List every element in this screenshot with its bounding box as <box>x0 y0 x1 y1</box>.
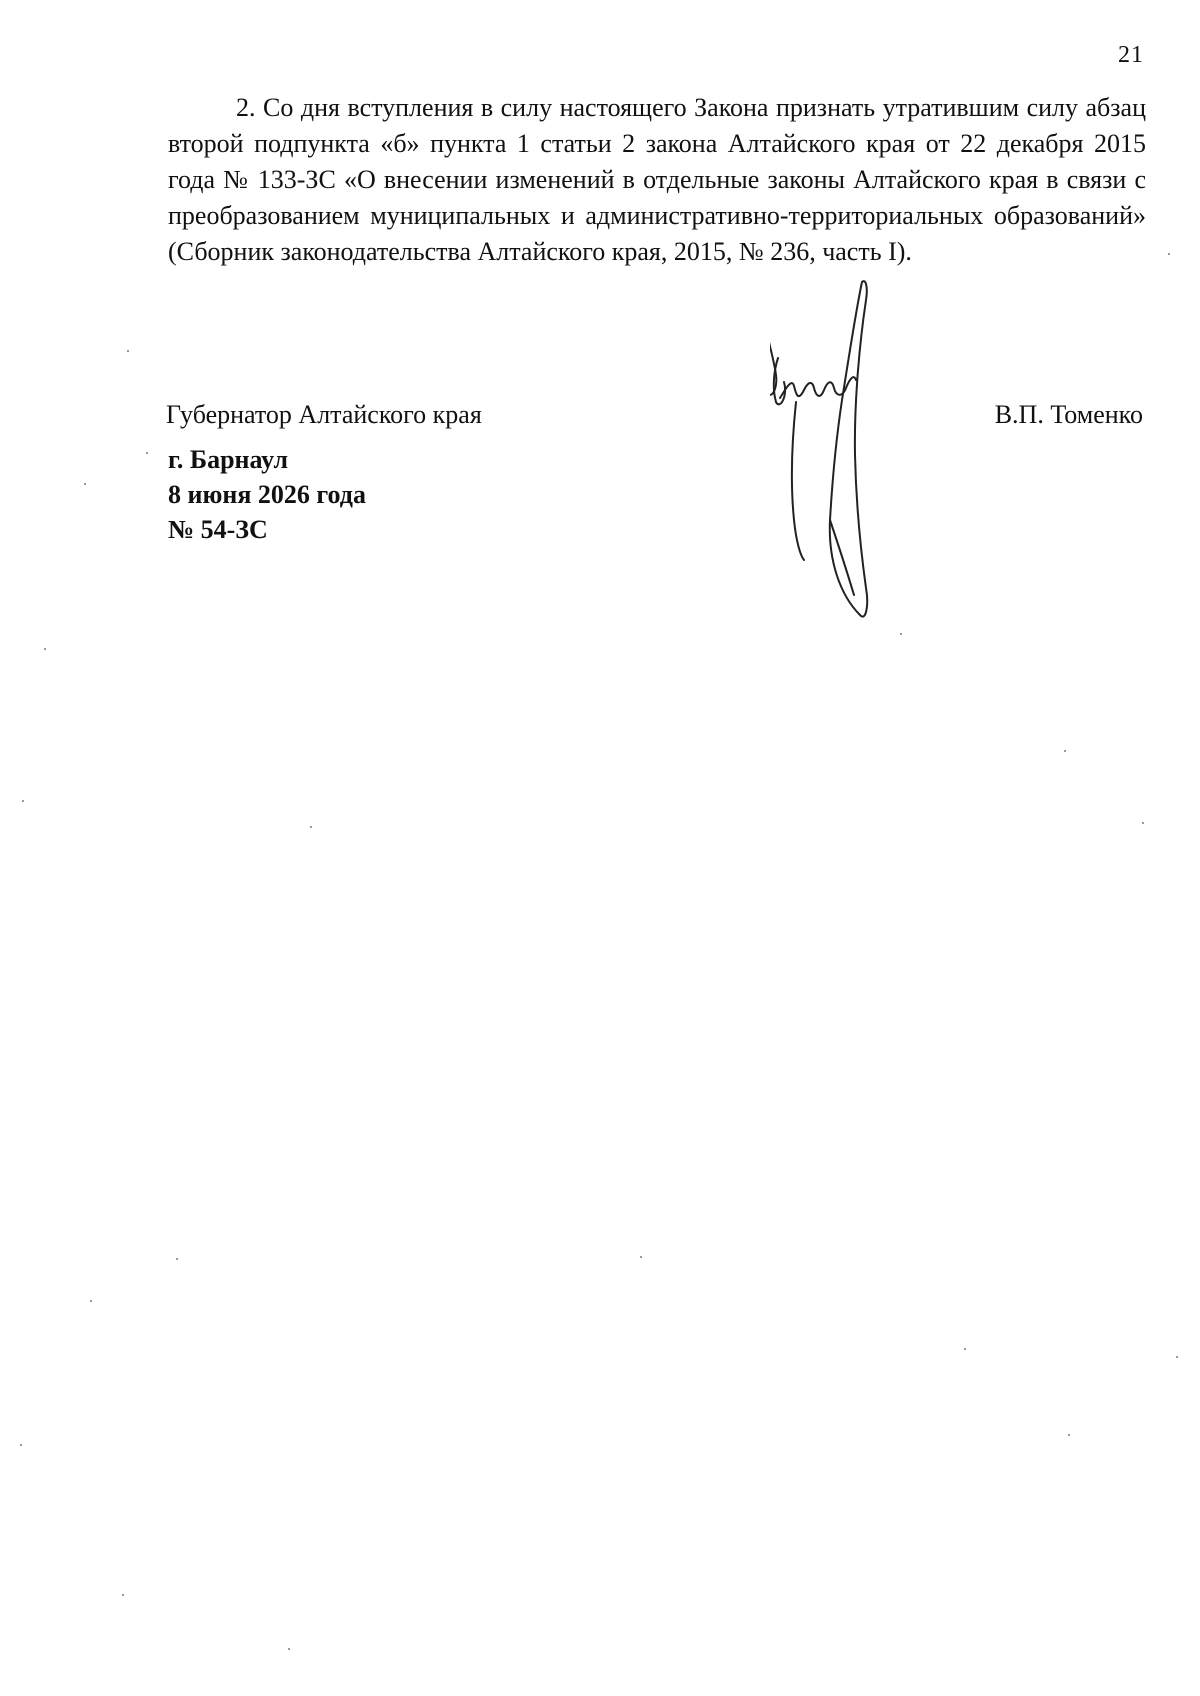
governor-title: Губернатор Алтайского края <box>166 400 482 429</box>
scan-speck <box>640 1256 642 1258</box>
page-number: 21 <box>1118 42 1144 68</box>
scan-speck <box>1142 822 1144 824</box>
scan-speck <box>288 1648 290 1650</box>
law-paragraph-2: 2. Со дня вступления в силу настоящего Закона признать утратившим силу абзац второй подпункта «б» пункта 1 статьи 2 закона Алтайского края от 22 декабря 2015 года № 133-ЗС «О внесении изменений в отдельные законы Алтайского края в связи с преобразованием муниципальных и административно-территориальных образований» (Сборник законодательства Алтайского края, 2015, № 236, часть I). <box>168 93 1146 266</box>
scan-speck <box>900 633 902 635</box>
scan-speck <box>1068 1434 1070 1436</box>
scan-speck <box>84 483 86 485</box>
scan-speck <box>127 350 129 352</box>
scan-speck <box>122 1594 124 1596</box>
place-date-block <box>168 442 366 547</box>
signing-date: 8 июня 2026 года <box>168 480 366 509</box>
scan-speck <box>22 800 24 802</box>
scan-speck <box>20 1444 22 1446</box>
governor-name: В.П. Томенко <box>994 400 1143 429</box>
scan-speck <box>1176 1356 1178 1358</box>
scan-speck <box>1168 253 1170 255</box>
city: г. Барнаул <box>168 445 289 474</box>
scan-speck <box>964 1348 966 1350</box>
scan-speck <box>44 648 46 650</box>
law-number: № 54-ЗС <box>168 515 268 544</box>
scan-speck <box>176 1258 178 1260</box>
handwritten-signature-icon <box>770 270 950 660</box>
scan-speck <box>310 826 312 828</box>
scan-speck <box>90 1300 92 1302</box>
scan-speck <box>1064 750 1066 752</box>
scan-speck <box>146 452 148 454</box>
